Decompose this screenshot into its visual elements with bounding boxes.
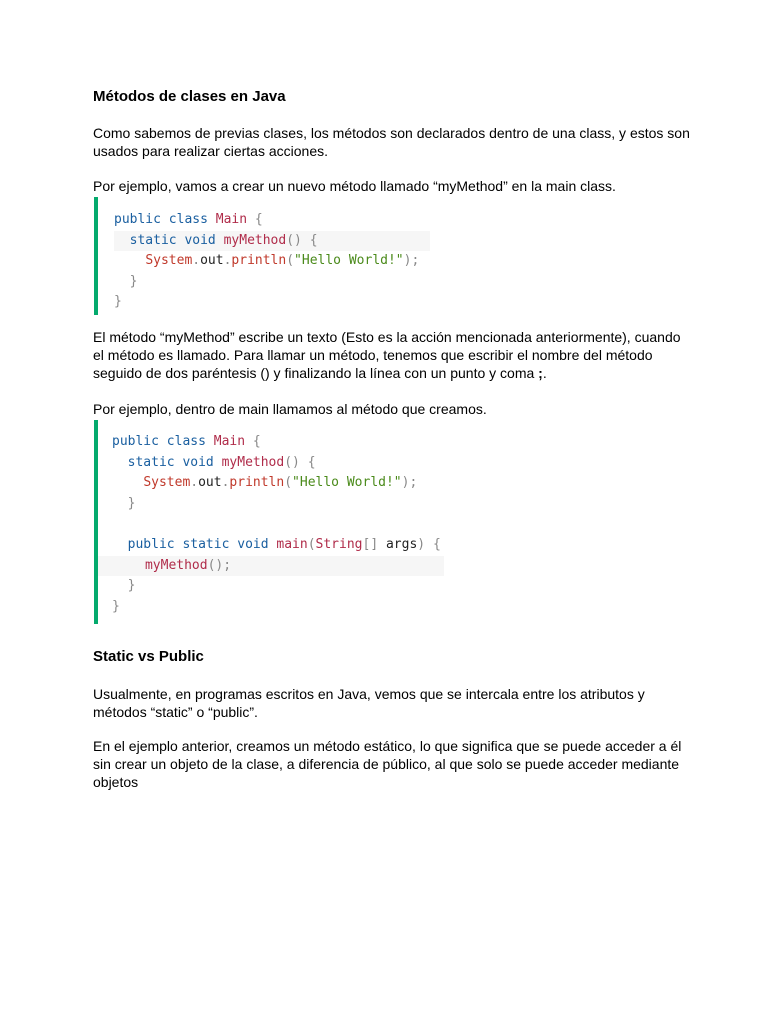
code-line: System.out.println("Hello World!"); [143,475,418,490]
code-line: public class Main { [112,434,261,449]
code-line: } [127,496,136,511]
paragraph-example-1: Por ejemplo, vamos a crear un nuevo método llamado “myMethod” en la main class. [93,178,616,194]
heading-static-vs-public: Static vs Public [93,648,204,665]
code-block-2 [94,420,448,624]
code-block-1 [94,197,434,315]
code-line: public static void main(String[] args) { [127,537,441,552]
code-line: } [127,578,136,593]
paragraph-static-explanation: En el ejemplo anterior, creamos un método estático, lo que significa que se puede acceder a él sin crear un objeto de la clase, a diferencia de público, al que solo se puede acceder mediante objetos [93,738,682,790]
paragraph-example-2: Por ejemplo, dentro de main llamamos al método que creamos. [93,401,487,417]
code-line: public class Main { [114,212,263,227]
paragraph-usage: Usualmente, en programas escritos en Java, vemos que se intercala entre los atributos y métodos “static” o “public”. [93,686,645,720]
code-line: System.out.println("Hello World!"); [145,253,420,268]
heading-methods: Métodos de clases en Java [93,88,286,105]
code-line: } [129,274,138,289]
code-line: static void myMethod() { [114,231,430,251]
code-line: } [114,294,122,309]
code-line: static void myMethod() { [127,455,316,470]
paragraph-explanation: El método “myMethod” escribe un texto (Esto es la acción mencionada anteriormente), cuando el método es llamado. Para llamar un método, tenemos que escribir el nombre del método seguido de dos paréntesis () y finalizando la línea con un punto y coma ;. [93,329,681,381]
code-line: myMethod(); [98,556,444,576]
paragraph-intro: Como sabemos de previas clases, los métodos son declarados dentro de una class, y estos son usados para realizar ciertas acciones. [93,125,690,159]
code-line: } [112,599,120,614]
